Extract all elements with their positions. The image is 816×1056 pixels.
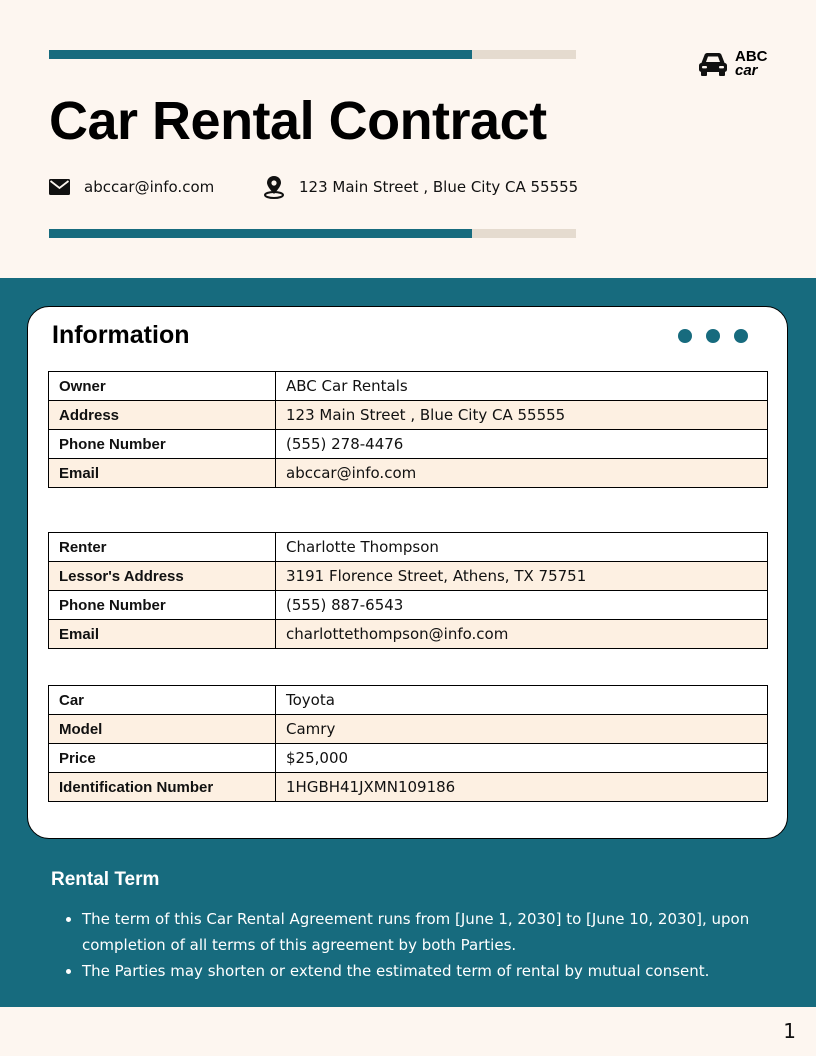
table-row	[49, 372, 768, 401]
row-value: $25,000	[276, 744, 768, 773]
row-label: Address	[49, 401, 276, 430]
table-row	[49, 401, 768, 430]
list-item: • The Parties may shorten or extend the estimated term of rental by mutual consent.	[82, 958, 772, 984]
row-label: Price	[49, 744, 276, 773]
dot	[734, 329, 748, 343]
map-pin-icon	[263, 175, 285, 199]
contact-email-text: abccar@info.com	[84, 178, 215, 196]
row-value: (555) 887-6543	[276, 591, 768, 620]
row-value: charlottethompson@info.com	[276, 620, 768, 649]
row-value: (555) 278-4476	[276, 430, 768, 459]
information-card	[27, 306, 788, 839]
page-number: 1	[783, 1019, 796, 1043]
dot	[678, 329, 692, 343]
row-label: Phone Number	[49, 430, 276, 459]
company-logo	[697, 50, 768, 78]
row-value: abccar@info.com	[276, 459, 768, 488]
header-top-rule	[49, 50, 576, 59]
row-value: 3191 Florence Street, Athens, TX 75751	[276, 562, 768, 591]
table-row	[49, 620, 768, 649]
table-row	[49, 715, 768, 744]
table-row	[49, 591, 768, 620]
table-row	[49, 533, 768, 562]
row-label: Owner	[49, 372, 276, 401]
renter-table	[48, 532, 768, 649]
table-row	[49, 744, 768, 773]
row-label: Model	[49, 715, 276, 744]
logo-text-line1: ABC	[735, 48, 768, 65]
owner-table	[48, 371, 768, 488]
row-label: Email	[49, 620, 276, 649]
row-value: 123 Main Street , Blue City CA 55555	[276, 401, 768, 430]
contact-email	[49, 175, 214, 199]
row-label: Identification Number	[49, 773, 276, 802]
table-row	[49, 686, 768, 715]
contact-address-text: 123 Main Street , Blue City CA 55555	[299, 178, 579, 196]
row-value: 1HGBH41JXMN109186	[276, 773, 768, 802]
row-value: Charlotte Thompson	[276, 533, 768, 562]
list-item: • The term of this Car Rental Agreement runs from [June 1, 2030] to [June 10, 2030], upon completion of all terms of this agreement by both Parties.	[82, 906, 772, 958]
logo-text-line2: car	[735, 62, 758, 79]
rental-term-title: Rental Term	[51, 869, 160, 890]
row-value: ABC Car Rentals	[276, 372, 768, 401]
document-header	[0, 0, 816, 278]
car-icon	[697, 50, 729, 78]
row-label: Phone Number	[49, 591, 276, 620]
table-row	[49, 562, 768, 591]
header-bottom-rule	[49, 229, 576, 238]
more-options-dots	[678, 329, 762, 343]
row-label: Car	[49, 686, 276, 715]
contact-address	[263, 175, 578, 199]
row-value: Toyota	[276, 686, 768, 715]
row-label: Lessor's Address	[49, 562, 276, 591]
page-title: Car Rental Contract	[49, 91, 547, 151]
table-row	[49, 430, 768, 459]
logo-text	[735, 50, 768, 78]
dot	[706, 329, 720, 343]
information-title: Information	[52, 321, 190, 349]
table-row	[49, 773, 768, 802]
car-table	[48, 685, 768, 802]
row-label: Email	[49, 459, 276, 488]
envelope-icon	[49, 179, 70, 195]
rental-term-list	[57, 906, 772, 984]
row-label: Renter	[49, 533, 276, 562]
row-value: Camry	[276, 715, 768, 744]
table-row	[49, 459, 768, 488]
